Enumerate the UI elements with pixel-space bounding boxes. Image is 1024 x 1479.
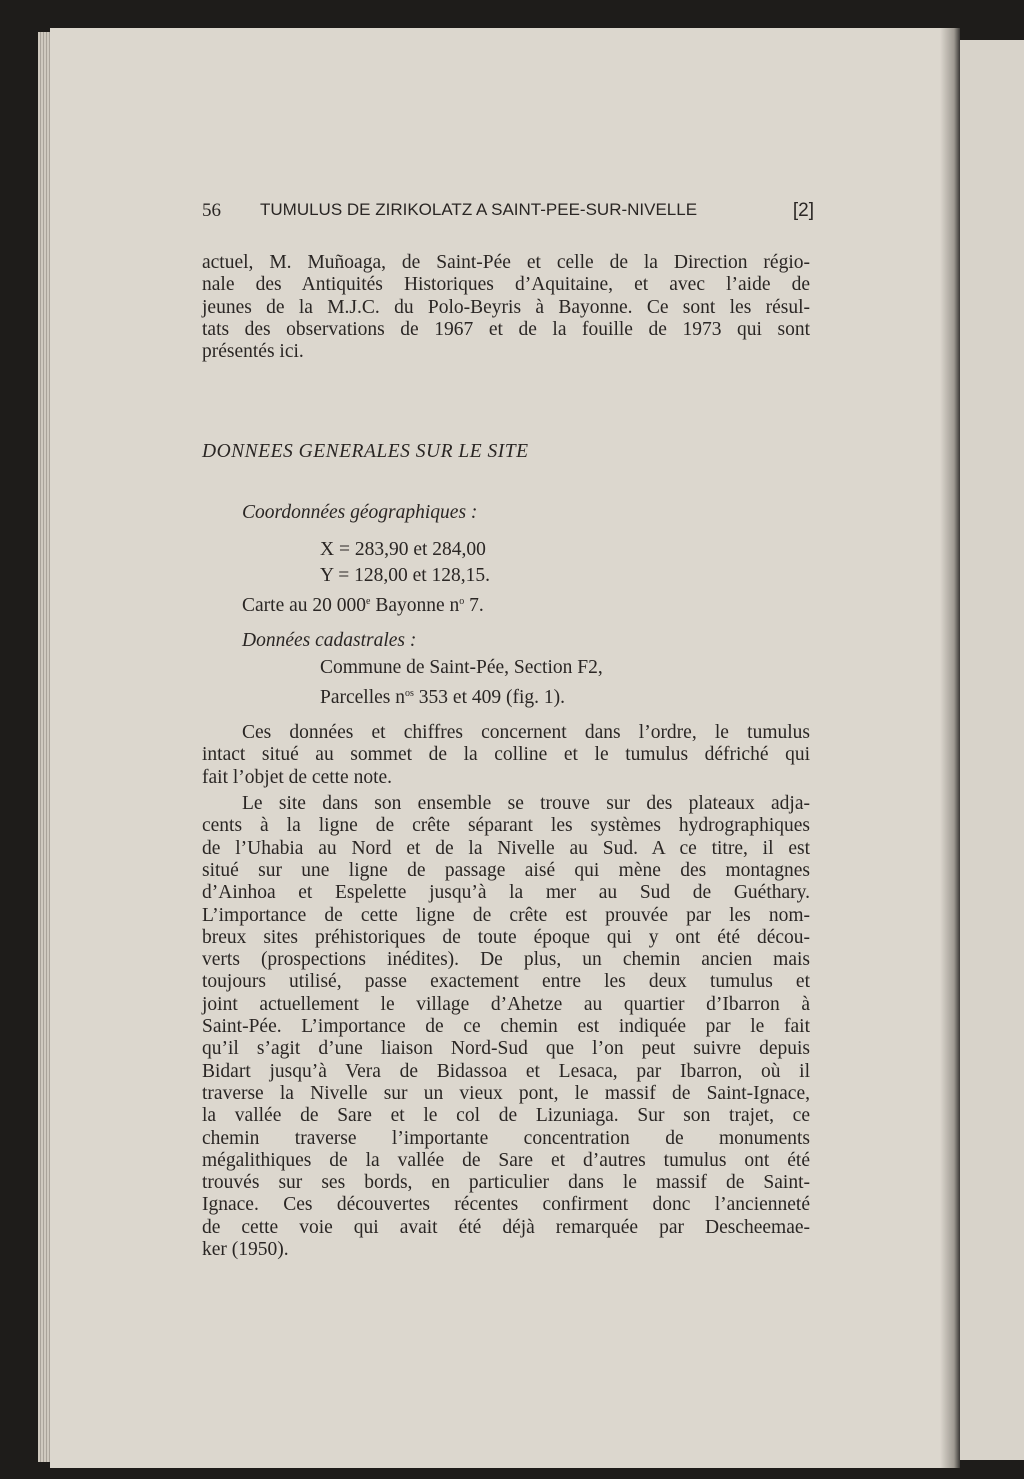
text-line: présentés ici. (202, 341, 304, 363)
text-line: cents à la ligne de crête séparant les systèmes hydrographiques (202, 815, 810, 837)
text-line: jeunes de la M.J.C. du Polo-Beyris à Bayonne. Ce sont les résul- (202, 296, 810, 318)
running-header (202, 200, 814, 222)
parcels-text-2: 353 et 409 (fig. 1). (413, 687, 566, 708)
cadastre-parcels (320, 683, 928, 709)
text-line: joint actuellement le village d’Ahetze au quartier d’Ibarron à (202, 993, 810, 1015)
text-line: mégalithiques de la vallée de Sare et d’autres tumulus ont été (202, 1149, 810, 1171)
text-line: Le site dans son ensemble se trouve sur des plateaux adja- (242, 793, 810, 814)
text-line: Bidart jusqu’à Vera de Bidassoa et Lesaca, par Ibarron, où il (202, 1060, 810, 1082)
map-text-2: Bayonne n (370, 595, 460, 616)
section-heading: DONNEES GENERALES SUR LE SITE (202, 441, 529, 462)
cadastre-commune: Commune de Saint-Pée, Section F2, (320, 657, 603, 678)
book-gutter (940, 28, 960, 1468)
coord-y: Y = 128,00 et 128,15. (320, 565, 491, 586)
text-line: qu’il s’agit d’une liaison Nord-Sud que l’on peut suivre depuis (202, 1038, 810, 1060)
map-reference (242, 591, 850, 617)
coord-x: X = 283,90 et 284,00 (320, 539, 486, 560)
facing-page-edge (960, 40, 1024, 1460)
text-line: Ces données et chiffres concernent dans l’ordre, le tumulus (242, 722, 810, 743)
text-line: situé sur une ligne de passage aisé qui mène des montagnes (202, 859, 810, 881)
parcels-text: Parcelles n (320, 687, 406, 708)
text-line: toujours utilisé, passe exactement entre les deux tumulus et (202, 971, 810, 993)
text-line: trouvés sur ses bords, en particulier dans le massif de Saint- (202, 1172, 810, 1194)
text-line: d’Ainhoa et Espelette jusqu’à la mer au Sud de Guéthary. (202, 882, 810, 904)
text-line: fait l’objet de cette note. (202, 766, 393, 788)
text-line: ker (1950). (202, 1239, 289, 1260)
map-text: Carte au 20 000 (242, 595, 367, 616)
text-line: tats des observations de 1967 et de la fouille de 1973 qui sont (202, 318, 810, 340)
text-line: de l’Uhabia au Nord et de la Nivelle au Sud. A ce titre, il est (202, 837, 810, 859)
text-line: actuel, M. Muñoaga, de Saint-Pée et celle de la Direction régio- (202, 252, 810, 273)
parcels-sup: os (405, 688, 414, 699)
text-line: Saint-Pée. L’importance de ce chemin est indiquée par le fait (202, 1016, 810, 1037)
text-line: breux sites préhistoriques de toute époque qui y ont été décou- (202, 926, 810, 948)
coords-label: Coordonnées géographiques : (242, 502, 478, 523)
text-line: nale des Antiquités Historiques d’Aquitaine, et avec l’aide de (202, 274, 810, 296)
text-line: traverse la Nivelle sur un vieux pont, le massif de Saint-Ignace, (202, 1082, 810, 1104)
text-line: de cette voie qui avait été déjà remarquée par Descheemae- (202, 1216, 810, 1238)
page-number: 56 (202, 200, 221, 221)
map-text-3: 7. (464, 595, 484, 616)
bracket-number: [2] (792, 200, 814, 221)
text-line: chemin traverse l’importante concentration de monuments (202, 1127, 810, 1149)
text-line: L’importance de cette ligne de crête est prouvée par les nom- (202, 904, 810, 926)
map-sup-2: o (459, 596, 465, 607)
text-line: verts (prospections inédites). De plus, un chemin ancien mais (202, 949, 810, 971)
cadastre-label: Données cadastrales : (242, 630, 417, 651)
text-line: la vallée de Sare et le col de Lizuniaga. Sur son trajet, ce (202, 1105, 810, 1127)
text-line: Ignace. Ces découvertes récentes confirment donc l’ancienneté (202, 1194, 810, 1216)
map-sup: e (366, 596, 371, 607)
text-line: intact situé au sommet de la colline et le tumulus défriché qui (202, 744, 810, 766)
running-title: TUMULUS DE ZIRIKOLATZ A SAINT-PEE-SUR-NIVELLE (260, 200, 698, 219)
